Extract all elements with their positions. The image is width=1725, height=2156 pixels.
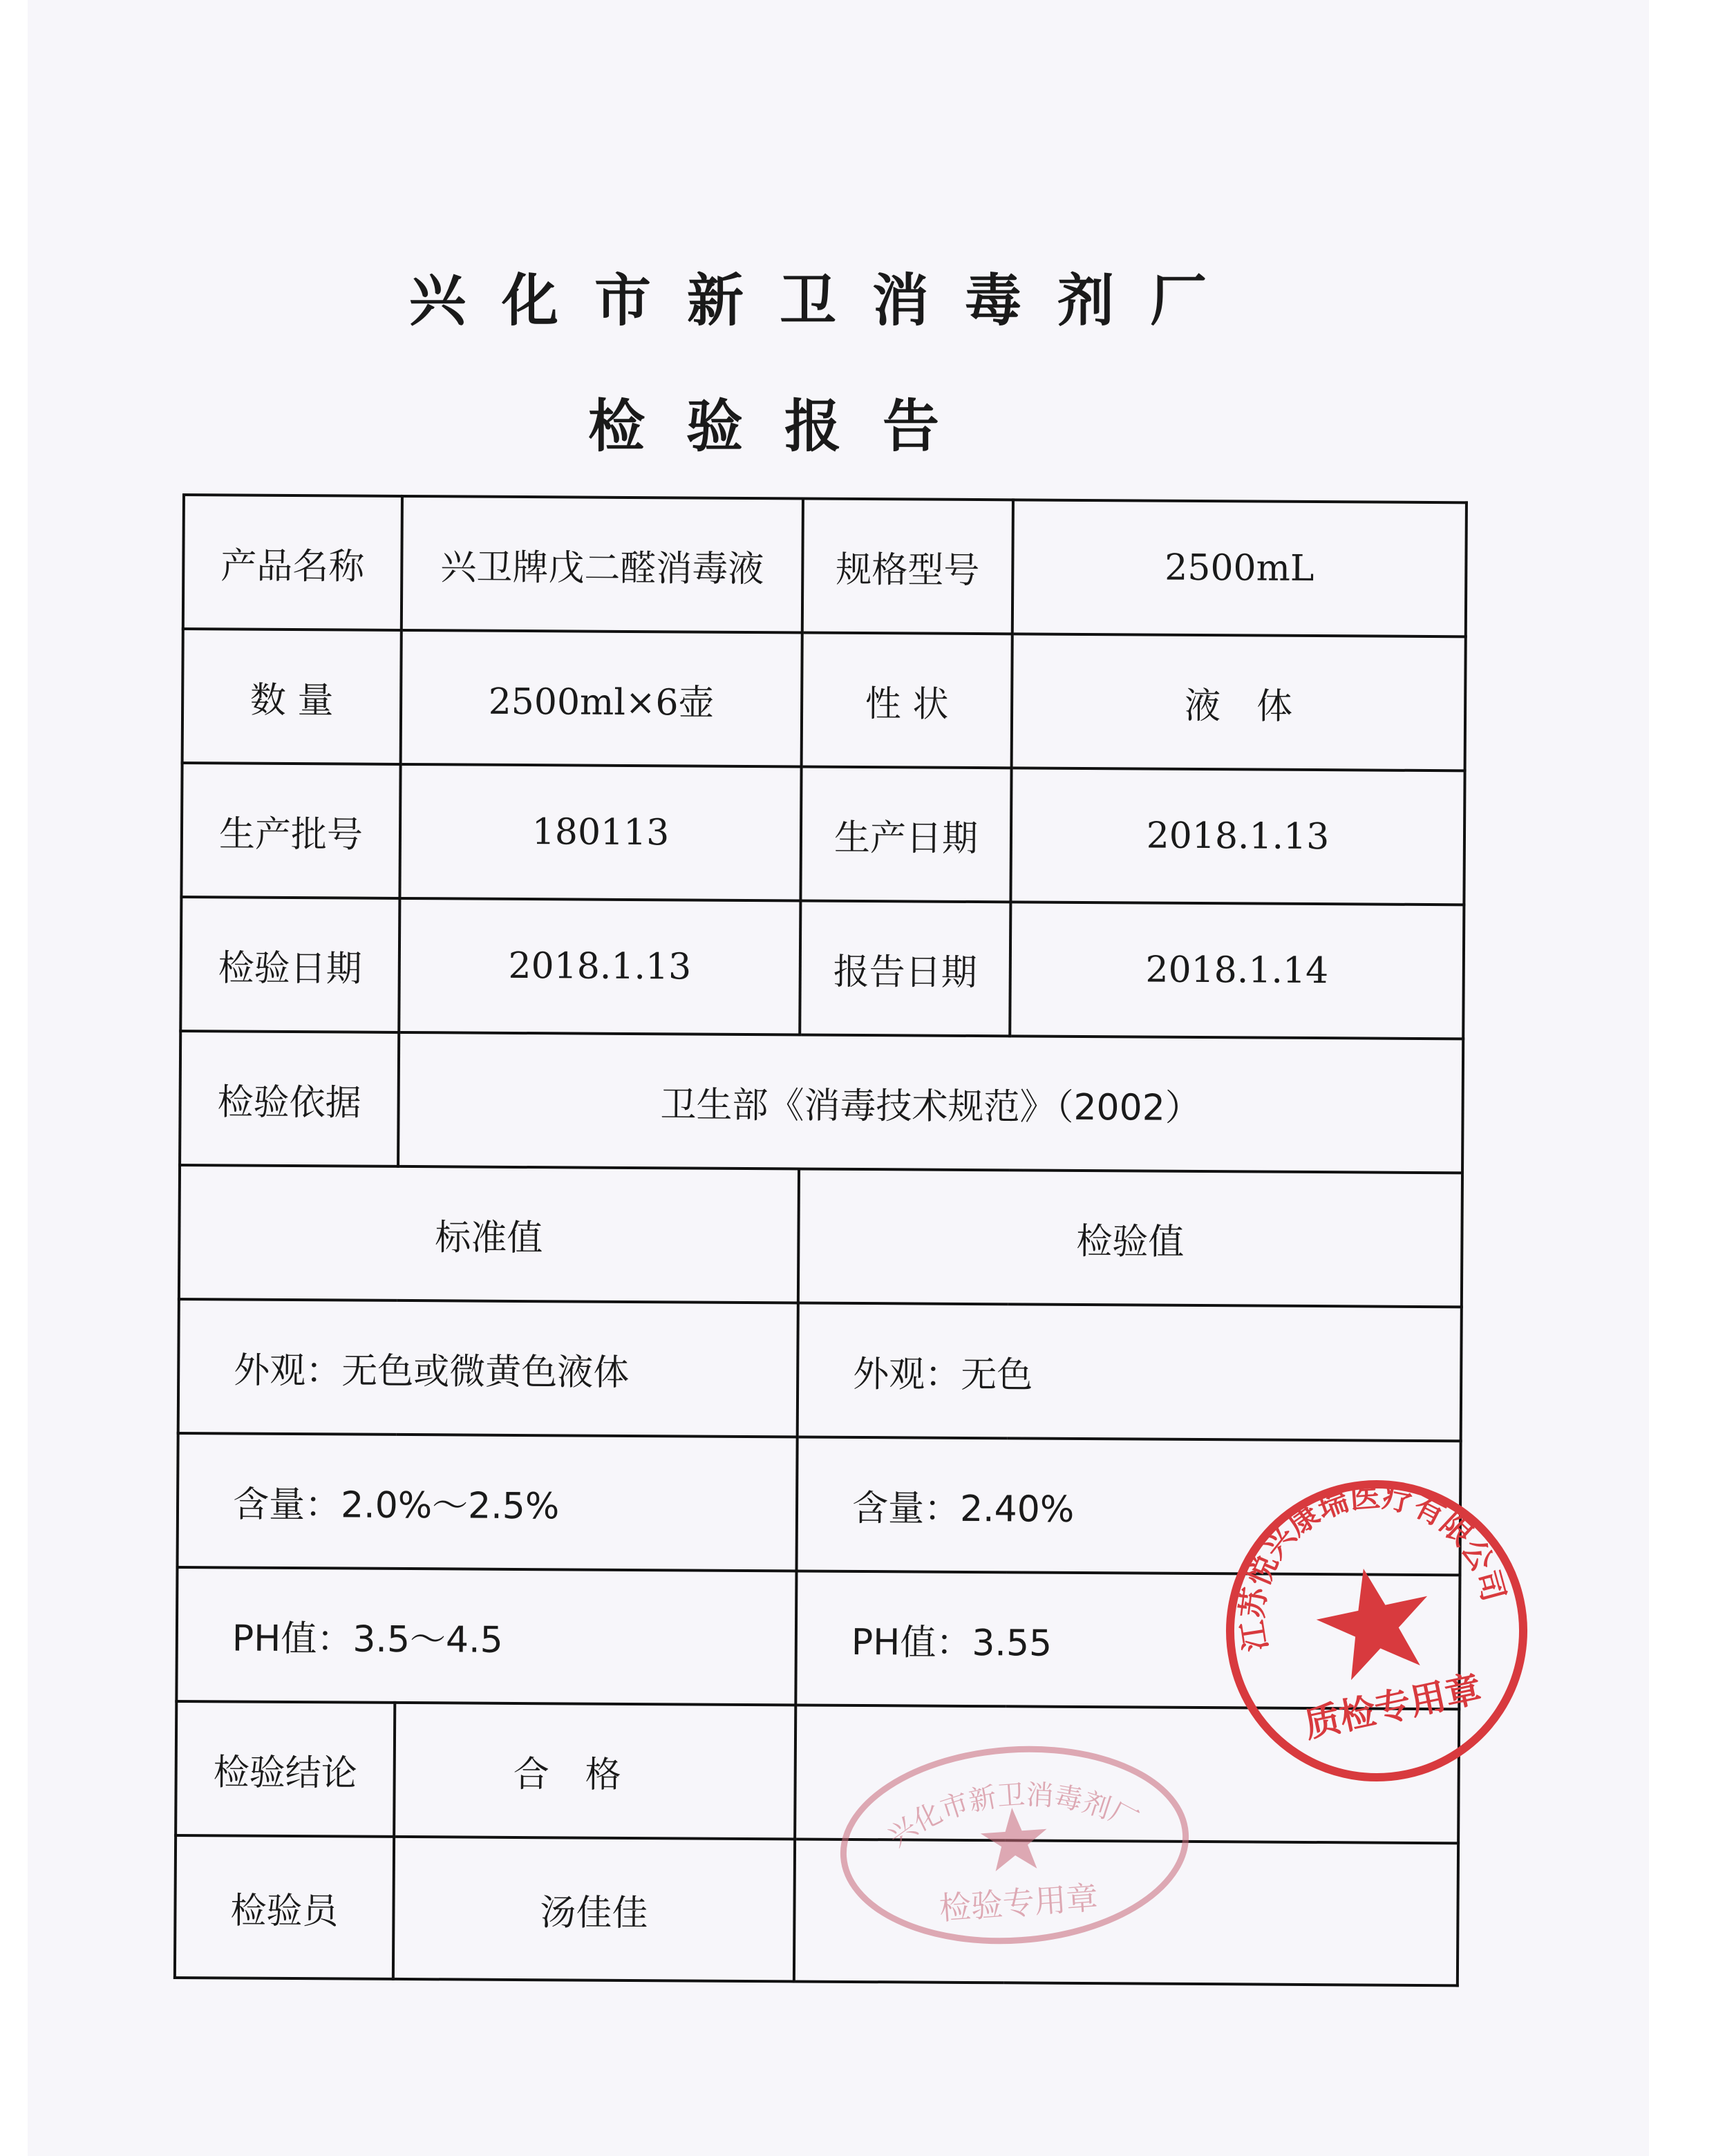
- stamp-factory-text: 兴化市新卫消毒剂厂: [882, 1779, 1143, 1853]
- table-row: [180, 897, 1464, 1039]
- batch-label: 生产批号: [181, 763, 400, 898]
- conclusion-label: 检验结论: [176, 1701, 395, 1837]
- result-content: 含量：2.40%: [796, 1437, 1460, 1575]
- result-appearance: 外观：无色: [798, 1303, 1462, 1441]
- standard-header: 标准值: [179, 1165, 799, 1303]
- inspection-date-value: 2018.1.13: [399, 898, 800, 1035]
- star-icon: [979, 1806, 1049, 1872]
- table-row: [183, 495, 1467, 636]
- product-name-label: 产品名称: [183, 495, 402, 630]
- quality-control-stamp: [1188, 1442, 1565, 1819]
- standard-appearance: 外观：无色或微黄色液体: [178, 1299, 798, 1437]
- table-row: [175, 1835, 1458, 1985]
- star-icon: [1308, 1557, 1441, 1685]
- table-row: [181, 763, 1464, 905]
- standard-content: 含量：2.0%～2.5%: [178, 1433, 798, 1571]
- batch-value: 180113: [399, 764, 801, 901]
- basis-value: 卫生部《消毒技术规范》（2002）: [398, 1032, 1463, 1173]
- quantity-label: 数 量: [182, 629, 402, 764]
- report-date-label: 报告日期: [800, 900, 1010, 1036]
- basis-label: 检验依据: [180, 1031, 399, 1166]
- table-row: [179, 1165, 1462, 1307]
- stamp-company-text: 江苏悦兴康瑞医疗有限公司: [1234, 1478, 1511, 1654]
- production-date-value: 2018.1.13: [1010, 768, 1464, 905]
- quantity-value: 2500ml×6壶: [401, 630, 802, 767]
- stamp-purpose-text: 检验专用章: [938, 1878, 1100, 1927]
- property-label: 性 状: [802, 632, 1012, 768]
- inspector-value: 汤佳佳: [393, 1837, 795, 1982]
- result-ph: PH值：3.55: [795, 1571, 1460, 1709]
- product-name-value: 兴卫牌戊二醛消毒液: [402, 496, 803, 633]
- inspector-label: 检验员: [175, 1835, 394, 1979]
- conclusion-value: 合 格: [394, 1703, 795, 1840]
- table-row: [180, 1031, 1463, 1173]
- inspection-date-label: 检验日期: [180, 897, 399, 1032]
- company-title: 兴化市新卫消毒剂厂: [408, 267, 1243, 334]
- standard-ph: PH值：3.5～4.5: [176, 1567, 796, 1705]
- report-title: 检验报告: [587, 393, 981, 460]
- table-row: [182, 629, 1466, 770]
- spec-label: 规格型号: [802, 498, 1013, 634]
- stamp-purpose-text: 质检专用章: [1301, 1668, 1485, 1746]
- result-header: 检验值: [798, 1169, 1462, 1307]
- paper-edge-right: [1649, 0, 1725, 2156]
- inspection-stamp: [828, 1729, 1201, 1961]
- report-date-value: 2018.1.14: [1010, 902, 1464, 1039]
- spec-value: 2500mL: [1012, 500, 1467, 636]
- table-row: [178, 1299, 1462, 1441]
- property-value: 液 体: [1012, 634, 1466, 770]
- production-date-label: 生产日期: [800, 766, 1011, 902]
